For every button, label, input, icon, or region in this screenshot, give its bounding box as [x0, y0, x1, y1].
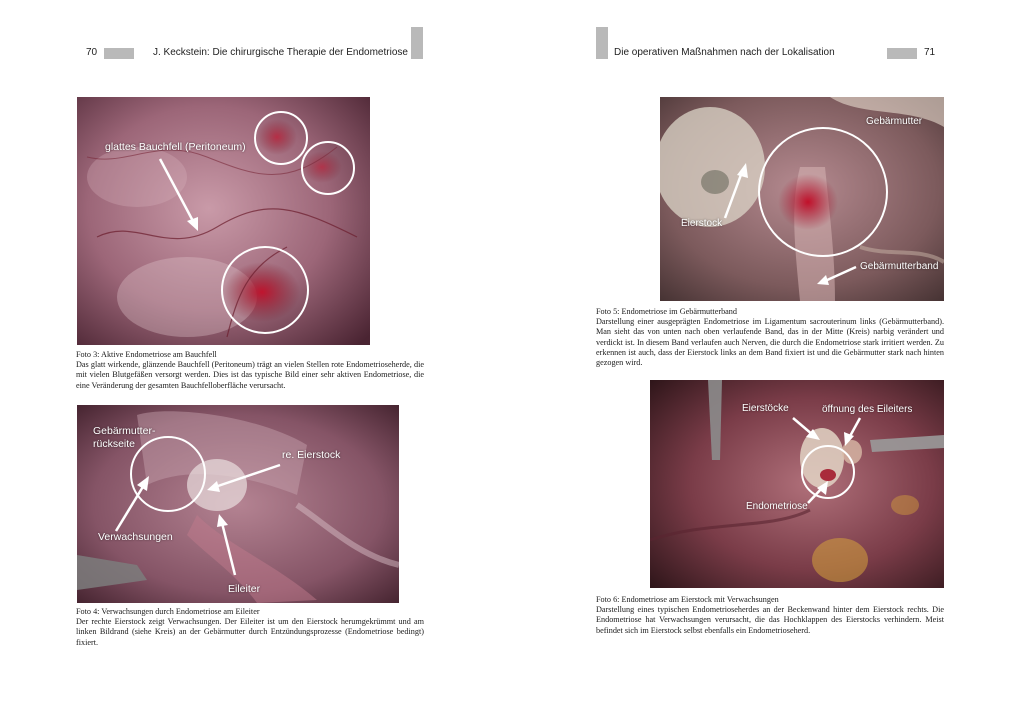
running-head-left: J. Keckstein: Die chirurgische Therapie der Endometriose [153, 47, 408, 58]
caption-text: Darstellung einer ausgeprägten Endometriose im Ligamentum sacrouterinum links (Gebärmutterband). Man sieht das von unten nach oben verlaufende Band, das in der Mitte (Kreis) narbig verändert und verdickt ist. In diesem Band verlaufen auch Nerven, die durch die Endometriose stark irritiert werden. Zu erkennen ist auch, dass der Eierstock links an dem Band fixiert ist und die Gebärmutter stark nach hinten gezogen wird. [596, 317, 944, 368]
header-bar [887, 48, 917, 59]
caption-title: Foto 6: Endometriose am Eierstock mit Verwachsungen [596, 595, 779, 604]
label-uterus: Gebärmutter [866, 116, 923, 127]
photo-4-adhesions [77, 405, 399, 603]
caption-photo-4 [76, 607, 424, 648]
header-tab [596, 27, 608, 59]
page-number-right: 71 [924, 47, 936, 58]
caption-text: Der rechte Eierstock zeigt Verwachsungen. Der Eileiter ist um den Eierstock herumgekrümmt und am linken Bildrand (siehe Kreis) an der Gebärmutter durch Entzündungsprozesse (Endometriose bedingt) fixiert. [76, 617, 424, 647]
label-endometriosis: Endometriose [746, 501, 808, 512]
endoscopic-image [77, 97, 370, 345]
caption-text: Das glatt wirkende, glänzende Bauchfell (Peritoneum) trägt an vielen Stellen rote Endometrioseherde, die mit vielen Blutgefäßen versorgt werden. Dies ist das typische Bild einer sehr aktiven Endometriose, die eine Veränderung der gesamten Bauchfelloberfläche verursacht. [76, 360, 424, 390]
page-number-left: 70 [86, 47, 98, 58]
label-ovary-right: re. Eierstock [282, 449, 341, 461]
caption-title: Foto 5: Endometriose im Gebärmutterband [596, 307, 737, 316]
label-ligament: Gebärmutterband [860, 261, 939, 272]
label-uterus-back-1: Gebärmutter- [93, 425, 156, 437]
photo-6-ovary [650, 380, 944, 588]
photo-5-ligament [660, 97, 944, 301]
header-bar [104, 48, 134, 59]
label-peritoneum: glattes Bauchfell (Peritoneum) [105, 141, 246, 153]
label-ovaries: Eierstöcke [742, 403, 789, 414]
caption-photo-3 [76, 350, 424, 391]
caption-photo-5 [596, 307, 944, 368]
caption-title: Foto 4: Verwachsungen durch Endometriose am Eileiter [76, 607, 260, 616]
caption-photo-6 [596, 595, 944, 636]
caption-title: Foto 3: Aktive Endometriose am Bauchfell [76, 350, 217, 359]
photo-3-peritoneum [77, 97, 370, 345]
label-ovary: Eierstock [681, 218, 723, 229]
running-head-right: Die operativen Maßnahmen nach der Lokalisation [614, 47, 835, 58]
label-uterus-back-2: rückseite [93, 438, 136, 450]
caption-text: Darstellung eines typischen Endometrioseherdes an der Beckenwand hinter dem Eierstock rechts. Die Endometriose hat Verwachsungen verursacht, die das Hochklappen des Eierstocks verhindern. Meist befindet sich im Eierstock selbst ebenfalls ein Endometrioseherd. [596, 605, 944, 635]
label-tube: Eileiter [228, 583, 261, 595]
label-tube-opening: öffnung des Eileiters [822, 404, 913, 415]
label-adhesions: Verwachsungen [98, 531, 173, 543]
header-tab [411, 27, 423, 59]
